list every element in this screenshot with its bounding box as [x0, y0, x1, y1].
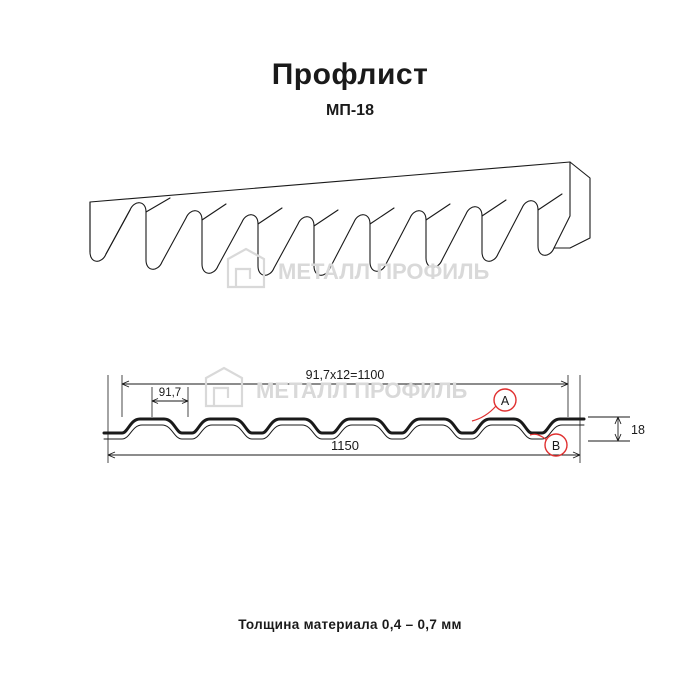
profile-height-dimension: 18: [631, 423, 645, 437]
material-thickness-note: Толщина материала 0,4 – 0,7 мм: [238, 617, 462, 632]
callout-b-label: B: [551, 439, 561, 453]
callout-b: [530, 434, 567, 456]
callout-a: [472, 389, 516, 421]
product-model: МП-18: [326, 102, 374, 119]
watermark-text: МЕТАЛЛ ПРОФИЛЬ: [278, 259, 490, 284]
watermark-text-secondary: МЕТАЛЛ ПРОФИЛЬ: [256, 378, 468, 403]
page-title: Профлист: [271, 58, 429, 91]
isometric-sheet-view: [60, 140, 640, 340]
wave-pitch-dimension: 91,7: [158, 387, 182, 399]
callout-a-label: A: [500, 394, 510, 408]
useful-width-dimension: 91,7х12=1100: [305, 368, 385, 382]
cross-section-drawing: [60, 355, 650, 485]
overall-width-dimension: 1150: [331, 438, 359, 453]
